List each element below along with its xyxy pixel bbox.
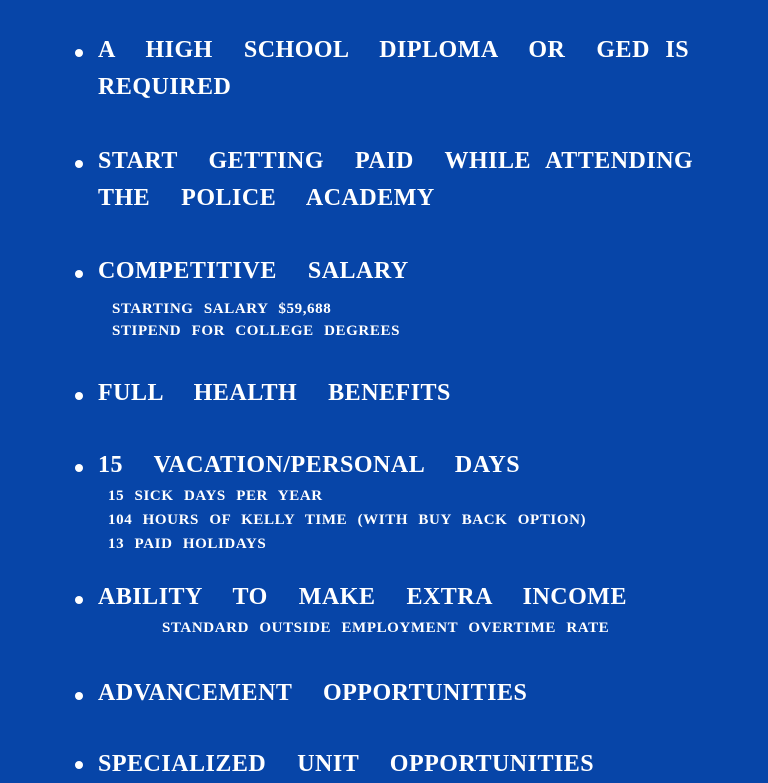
bullet-heading-salary: COMPETITIVE SALARY	[98, 258, 409, 284]
bullet-heading-paid-line1: START GETTING PAID WHILE ATTENDING	[98, 148, 694, 174]
bullet-dot	[75, 270, 83, 278]
salary-detail-starting: STARTING SALARY $59,688	[112, 301, 332, 317]
income-detail-overtime: STANDARD OUTSIDE EMPLOYMENT OVERTIME RATE	[162, 620, 610, 636]
bullet-heading-paid-line2: THE POLICE ACADEMY	[98, 185, 435, 211]
bullet-heading-advancement: ADVANCEMENT OPPORTUNITIES	[98, 680, 528, 706]
salary-detail-stipend: STIPEND FOR COLLEGE DEGREES	[112, 323, 401, 339]
vacation-detail-holidays: 13 PAID HOLIDAYS	[108, 536, 267, 552]
bullet-heading-specialized: SPECIALIZED UNIT OPPORTUNITIES	[98, 751, 595, 777]
bullet-dot	[75, 596, 83, 604]
bullet-heading-income: ABILITY TO MAKE EXTRA INCOME	[98, 584, 627, 610]
bullet-heading-health: FULL HEALTH BENEFITS	[98, 380, 451, 406]
bullet-heading-diploma-line2: REQUIRED	[98, 74, 232, 100]
bullet-heading-diploma-line1: A HIGH SCHOOL DIPLOMA OR GED IS	[98, 37, 690, 63]
bullet-dot	[75, 692, 83, 700]
bullet-dot	[75, 160, 83, 168]
vacation-detail-kelly-time: 104 HOURS OF KELLY TIME (WITH BUY BACK OPTION)	[108, 512, 587, 528]
bullet-heading-vacation: 15 VACATION/PERSONAL DAYS	[98, 452, 521, 478]
bullet-dot	[75, 392, 83, 400]
bullet-dot	[75, 464, 83, 472]
bullet-dot	[75, 49, 83, 57]
vacation-detail-sick-days: 15 SICK DAYS PER YEAR	[108, 488, 323, 504]
